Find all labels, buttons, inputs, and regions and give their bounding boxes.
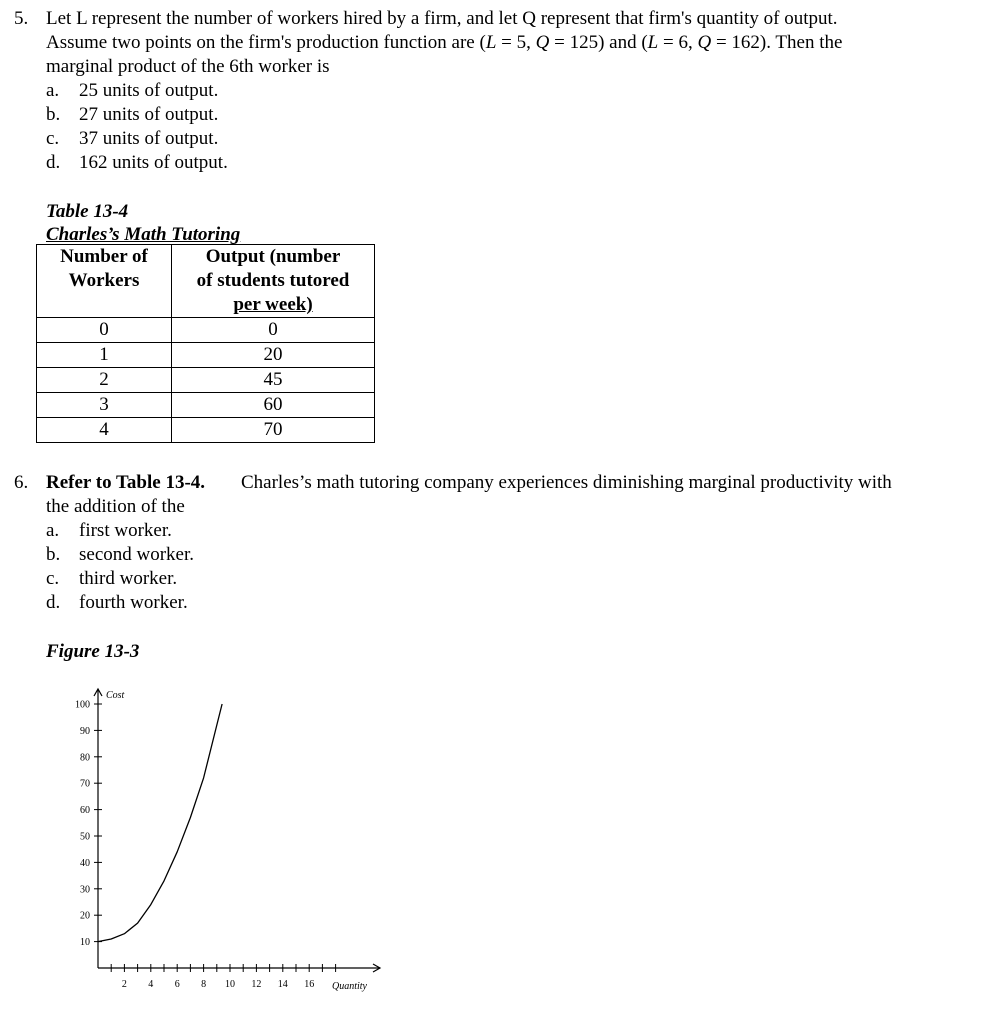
x-tick-label: 14 [277, 979, 288, 990]
y-tick-label: 10 [80, 937, 90, 949]
x-tick-label: 16 [304, 979, 315, 990]
chart-series [98, 704, 222, 942]
x-tick-label: 6 [174, 979, 180, 990]
cell-workers: 4 [37, 418, 172, 443]
question-5-line-2: Assume two points on the firm's production function are (L = 5, Q = 125) and (L = 6, Q = 162). Then the [46, 32, 843, 53]
cost-chart [0, 680, 400, 1000]
x-tick-label: 4 [148, 979, 154, 990]
question-6-line-1: Charles’s math tutoring company experiences diminishing marginal productivity with [241, 472, 892, 493]
table-label: Table 13-4 [46, 201, 129, 222]
table-row [37, 418, 375, 443]
y-tick-label: 50 [80, 831, 90, 843]
question-6-number: 6. [14, 472, 29, 493]
table-title: Charles’s Math Tutoring [46, 224, 241, 245]
question-6-lead: Refer to Table 13-4. [46, 472, 206, 493]
x-tick-label: 12 [251, 979, 262, 990]
x-tick-label: 2 [121, 979, 127, 990]
y-tick-label: 20 [80, 910, 90, 922]
question-5-line-1: Let L represent the number of workers hired by a firm, and let Q represent that firm's quantity of output. [46, 8, 838, 29]
cell-output: 60 [172, 393, 375, 418]
cell-workers: 1 [37, 343, 172, 368]
y-tick-label: 70 [80, 778, 90, 790]
header-output: Output (number of students tutored per week) [172, 245, 375, 318]
y-axis-label: Cost [106, 690, 125, 701]
y-tick-label: 80 [80, 752, 90, 764]
cell-output: 70 [172, 418, 375, 443]
y-tick-label: 100 [75, 699, 90, 711]
chart-axes [94, 689, 380, 972]
x-tick-label: 8 [201, 979, 207, 990]
x-tick-label: 10 [225, 979, 235, 990]
figure-label: Figure 13-3 [46, 641, 140, 662]
y-tick-label: 90 [80, 725, 90, 737]
cell-output: 0 [172, 318, 375, 343]
header-workers: Number of Workers [37, 245, 172, 318]
cell-output: 20 [172, 343, 375, 368]
table-row [37, 368, 375, 393]
cell-workers: 2 [37, 368, 172, 393]
question-5-number: 5. [14, 8, 29, 29]
question-5-line-3: marginal product of the 6th worker is [46, 56, 330, 77]
x-axis-label: Quantity [332, 981, 367, 992]
cell-workers: 0 [37, 318, 172, 343]
cell-output: 45 [172, 368, 375, 393]
table-row [37, 343, 375, 368]
table-row [37, 393, 375, 418]
output-table [36, 244, 375, 443]
question-6-line-2: the addition of the [46, 496, 185, 517]
y-tick-label: 60 [80, 805, 90, 817]
y-tick-label: 30 [80, 884, 90, 896]
y-tick-label: 40 [80, 857, 90, 869]
cost-curve [98, 704, 222, 942]
cell-workers: 3 [37, 393, 172, 418]
table-row [37, 318, 375, 343]
